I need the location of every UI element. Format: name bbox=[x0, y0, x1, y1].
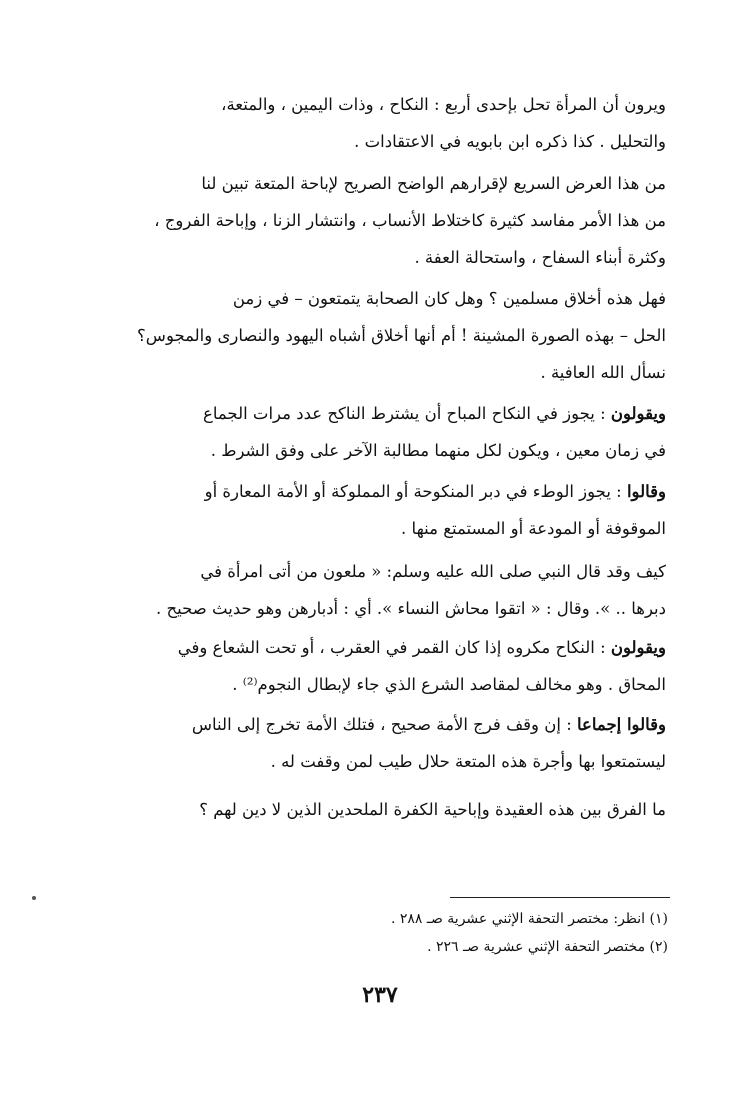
keyword-lead: وقالوا إجماعا bbox=[577, 715, 666, 734]
paragraph-2 bbox=[50, 165, 666, 276]
footnote-separator bbox=[450, 897, 670, 898]
paragraph-3 bbox=[50, 280, 666, 391]
text-line bbox=[50, 395, 666, 432]
text-span: : يجوز الوطء في دبر المنكوحة أو المملوكة أو الأمة المعارة أو bbox=[204, 482, 627, 501]
paragraph-1 bbox=[50, 86, 666, 160]
text-line bbox=[50, 706, 666, 743]
paragraph-9 bbox=[50, 791, 666, 828]
text-line bbox=[50, 629, 666, 666]
keyword-lead: ويقولون bbox=[610, 638, 666, 657]
scan-speck bbox=[32, 896, 36, 900]
text-span: : يجوز في النكاح المباح أن يشترط الناكح عدد مرات الجماع bbox=[203, 404, 611, 423]
keyword-lead: ويقولون bbox=[610, 404, 666, 423]
paragraph-5 bbox=[50, 473, 666, 547]
text-line: والتحليل . كذا ذكره ابن بابويه في الاعتقادات . bbox=[354, 132, 666, 151]
text-line: ما الفرق بين هذه العقيدة وإباحية الكفرة الملحدين الذين لا دين لهم ؟ bbox=[199, 800, 666, 819]
text-line bbox=[50, 473, 666, 510]
paragraph-7 bbox=[50, 629, 666, 703]
text-line: نسأل الله العافية . bbox=[540, 363, 666, 382]
text-line: الحل – بهذه الصورة المشينة ! أم أنها أخلاق أشباه اليهود والنصارى والمجوس؟ bbox=[137, 326, 666, 345]
text-line: في زمان معين ، ويكون لكل منهما مطالبة الآخر على وفق الشرط . bbox=[210, 441, 666, 460]
text-line: ليستمتعوا بها وأجرة هذه المتعة حلال طيب لمن وقفت له . bbox=[270, 752, 666, 771]
text-line: فهل هذه أخلاق مسلمين ؟ وهل كان الصحابة يتمتعون – في زمن bbox=[232, 289, 666, 308]
paragraph-6 bbox=[50, 553, 666, 627]
text-line: ويرون أن المرأة تحل بإحدى أربع : النكاح ، وذات اليمين ، والمتعة، bbox=[221, 95, 666, 114]
text-line: الموقوفة أو المودعة أو المستمتع منها . bbox=[401, 519, 666, 538]
text-span: : إن وقف فرج الأمة صحيح ، فتلك الأمة تخرج إلى الناس bbox=[191, 715, 577, 734]
footnote-1: (١) انظر: مختصر التحفة الإثني عشرية صـ ٢٨٨ . bbox=[390, 911, 668, 927]
text-line: من هذا الأمر مفاسد كثيرة كاختلاط الأنساب ، وانتشار الزنا ، وإباحة الفروج ، bbox=[154, 211, 666, 230]
text-span: : النكاح مكروه إذا كان القمر في العقرب ، أو تحت الشعاع وفي bbox=[177, 638, 611, 657]
keyword-lead: وقالوا bbox=[626, 482, 666, 501]
paragraph-4 bbox=[50, 395, 666, 469]
text-line: من هذا العرض السريع لإقرارهم الواضح الصريح لإباحة المتعة تبين لنا bbox=[201, 174, 666, 193]
text-line: دبرها .. ». وقال : « اتقوا محاش النساء ». أي : أدبارهن وهو حديث صحيح . bbox=[156, 599, 666, 618]
text-line: المحاق . وهو مخالف لمقاصد الشرع الذي جاء لإبطال النجوم⁽²⁾ . bbox=[232, 675, 666, 694]
paragraph-8 bbox=[50, 706, 666, 780]
page-number: ٢٣٧ bbox=[362, 982, 398, 1008]
text-line: وكثرة أبناء السفاح ، واستحالة العفة . bbox=[414, 248, 666, 267]
text-line: كيف وقد قال النبي صلى الله عليه وسلم: « ملعون من أتى امرأة في bbox=[200, 562, 666, 581]
footnote-2: (٢) مختصر التحفة الإثني عشرية صـ ٢٢٦ . bbox=[427, 939, 668, 955]
